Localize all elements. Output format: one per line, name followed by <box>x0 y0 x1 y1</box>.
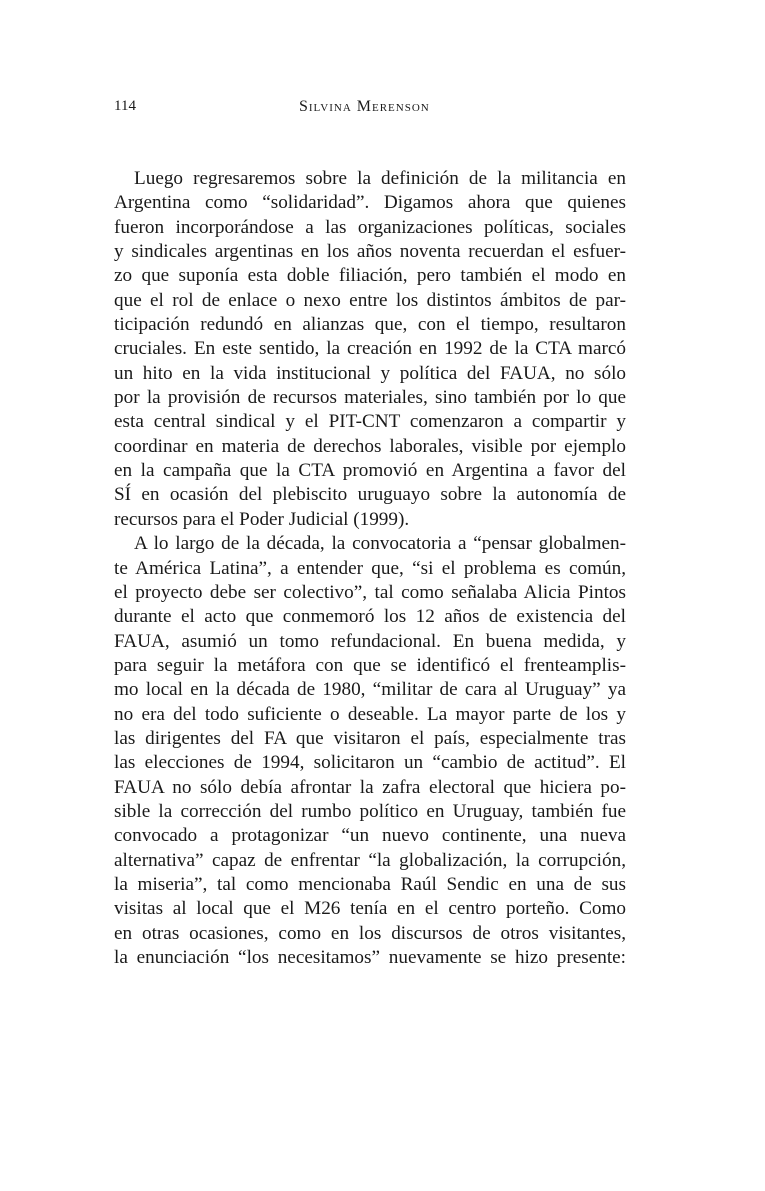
text-line: en otras ocasiones, como en los discursos de otros visitantes, <box>114 922 626 944</box>
text-line: la enunciación “los necesitamos” nuevamente se hizo presente: <box>114 947 626 968</box>
text-line: un hito en la vida institucional y política del FAUA, no sólo <box>114 362 626 384</box>
text-line: fueron incorporándose a las organizaciones políticas, sociales <box>114 216 626 238</box>
page-header <box>114 98 626 122</box>
paragraph-2 <box>114 532 626 970</box>
text-line: en la campaña que la CTA promovió en Argentina a favor del <box>114 460 626 482</box>
text-line: FAUA no sólo debía afrontar la zafra electoral que hiciera po- <box>114 776 626 798</box>
body-text <box>114 167 626 970</box>
text-line: convocado a protagonizar “un nuevo continente, una nueva <box>114 825 626 847</box>
text-line: visitas al local que el M26 tenía en el centro porteño. Como <box>114 898 626 920</box>
text-line: alternativa” capaz de enfrentar “la globalización, la corrupción, <box>114 849 626 871</box>
text-line: la miseria”, tal como mencionaba Raúl Sendic en una de sus <box>114 873 626 895</box>
text-line: coordinar en materia de derechos laborales, visible por ejemplo <box>114 435 626 457</box>
text-line: mo local en la década de 1980, “militar de cara al Uruguay” ya <box>114 679 626 701</box>
text-line: por la provisión de recursos materiales, sino también por lo que <box>114 387 626 409</box>
text-line: que el rol de enlace o nexo entre los distintos ámbitos de par- <box>114 289 626 311</box>
text-line: FAUA, asumió un tomo refundacional. En buena medida, y <box>114 630 626 652</box>
text-line: para seguir la metáfora con que se identificó el frenteamplis- <box>114 654 626 676</box>
text-line: recursos para el Poder Judicial (1999). <box>114 508 410 530</box>
text-line: cruciales. En este sentido, la creación en 1992 de la CTA marcó <box>114 338 626 360</box>
running-head-author: Silvina Merenson <box>299 98 430 115</box>
text-line: el proyecto debe ser colectivo”, tal como señalaba Alicia Pintos <box>114 581 626 603</box>
text-line: ticipación redundó en alianzas que, con el tiempo, resultaron <box>114 314 626 336</box>
text-line: durante el acto que conmemoró los 12 años de existencia del <box>114 606 626 628</box>
text-line: te América Latina”, a entender que, “si el problema es común, <box>114 557 626 579</box>
text-line: no era del todo suficiente o deseable. La mayor parte de los y <box>114 703 626 725</box>
text-line: esta central sindical y el PIT-CNT comenzaron a compartir y <box>114 411 626 433</box>
text-line: A lo largo de la década, la convocatoria a “pensar globalmen- <box>134 533 626 555</box>
paragraph-1 <box>114 167 626 532</box>
text-line: Luego regresaremos sobre la definición de la militancia en <box>134 168 626 189</box>
text-line: y sindicales argentinas en los años noventa recuerdan el esfuer- <box>114 241 626 263</box>
text-line: Argentina como “solidaridad”. Digamos ahora que quienes <box>114 192 626 214</box>
page-number: 114 <box>114 98 136 114</box>
text-line: las elecciones de 1994, solicitaron un “cambio de actitud”. El <box>114 752 626 774</box>
text-line: las dirigentes del FA que visitaron el país, especialmente tras <box>114 727 626 749</box>
text-line: sible la corrección del rumbo político en Uruguay, también fue <box>114 800 626 822</box>
text-line: SÍ en ocasión del plebiscito uruguayo sobre la autonomía de <box>114 484 626 506</box>
text-line: zo que suponía esta doble filiación, pero también el modo en <box>114 265 626 287</box>
